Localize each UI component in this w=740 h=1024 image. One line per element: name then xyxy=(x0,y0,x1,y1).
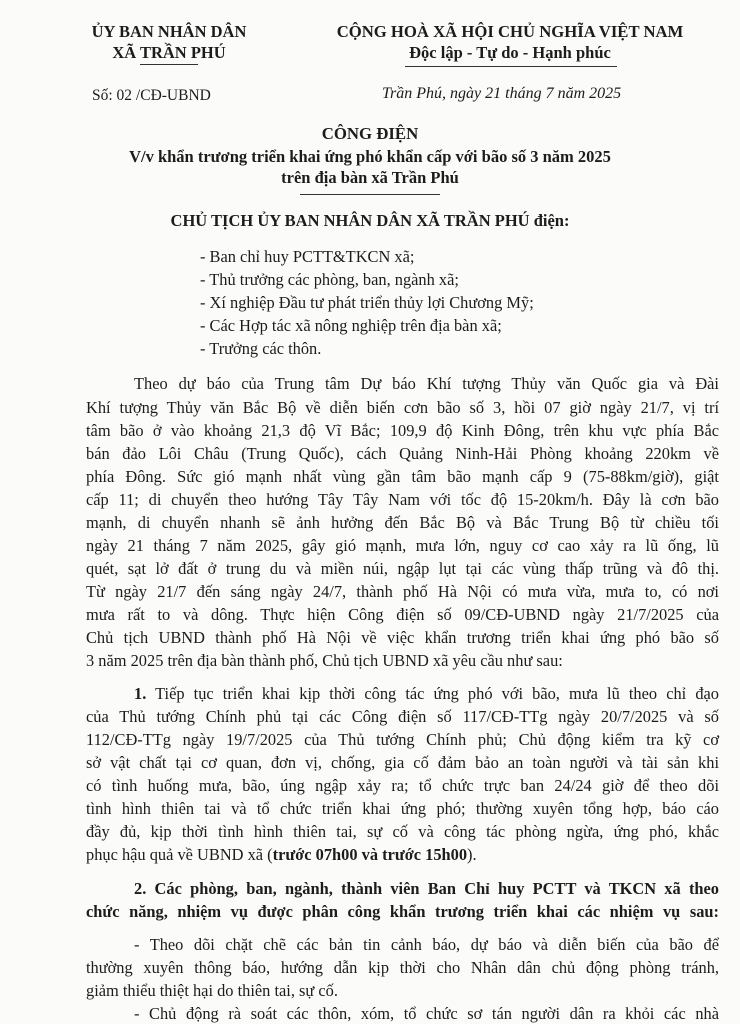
org-name-line2: XÃ TRẦN PHÚ xyxy=(112,43,226,62)
intro-line: tâm bão ở vào khoảng 21,3 độ Vĩ Bắc; 109,9 độ Kinh Đông, trên khu vực phía Bắc xyxy=(86,421,719,440)
item1-line: tình hình thiên tai và tổ chức triển khai ứng phó; thường xuyên tổng hợp, báo cáo xyxy=(86,799,719,818)
intro-line: bán đảo Lôi Châu (Trung Quốc), cách Quảng Ninh-Hải Phòng khoảng 220km về xyxy=(86,444,719,463)
item2-bullet2-line: - Chủ động rà soát các thôn, xóm, tổ chức sơ tán người dân ra khỏi các nhà xyxy=(134,1004,719,1023)
item1-last-prefix: phục hậu quả về UBND xã ( xyxy=(86,845,273,864)
subject-line1: V/v khẩn trương triển khai ứng phó khẩn cấp với bão số 3 năm 2025 xyxy=(129,147,611,166)
document-type: CÔNG ĐIỆN xyxy=(321,124,419,143)
org-underline xyxy=(140,64,198,65)
item2-heading-line1: 2. Các phòng, ban, ngành, thành viên Ban Chỉ huy PCTT và TKCN xã theo xyxy=(134,879,719,898)
intro-line: 3 năm 2025 trên địa bàn thành phố, Chủ tịch UBND xã yêu cầu như sau: xyxy=(86,651,563,670)
document-number: Số: 02 /CĐ-UBND xyxy=(92,87,211,104)
item1-number: 1. xyxy=(134,684,147,703)
motto-underline xyxy=(405,66,617,67)
item2-heading-line2: chức năng, nhiệm vụ được phân công khẩn trương triển khai các nhiệm vụ sau: xyxy=(86,902,719,921)
item1-line: 112/CĐ-TTg ngày 19/7/2025 của Thủ tướng Chính phủ; Chủ động kiểm tra kỹ cơ xyxy=(86,730,719,749)
intro-line: quét, sạt lở đất ở trung du và miền núi, ngập lụt tại các vùng thấp trũng và đô thị. xyxy=(86,559,719,578)
sender-line: CHỦ TỊCH ỦY BAN NHÂN DÂN XÃ TRẦN PHÚ điện: xyxy=(170,211,570,230)
item2-bullet1-line: giảm thiểu thiệt hại do thiên tai, sự cố. xyxy=(86,981,338,1000)
intro-line: ngày 21 tháng 7 năm 2025, gây gió mạnh, mưa lớn, nguy cơ cao xảy ra lũ ống, lũ xyxy=(86,536,719,555)
intro-line: cấp 11; di chuyển theo hướng Tây Tây Nam với tốc độ 15-20km/h. Đây là cơn bão xyxy=(86,490,719,509)
item1-first-text: Tiếp tục triển khai kịp thời công tác ứng phó với bão, mưa lũ theo chỉ đạo xyxy=(146,684,719,703)
recipient-item: - Trưởng các thôn. xyxy=(200,339,322,358)
item2-bullet1-line: - Theo dõi chặt chẽ các bản tin cảnh báo, dự báo và diễn biến của bão để xyxy=(134,935,719,954)
place-date: Trần Phú, ngày 21 tháng 7 năm 2025 xyxy=(382,85,622,102)
item2-bullet1-line: thường xuyên thông báo, hướng dẫn kịp thời cho Nhân dân chủ động phòng tránh, xyxy=(86,958,719,977)
item1-line: đầy đủ, kịp thời tình hình thiên tai, sự cố và công tác phòng ngừa, ứng phó, khắc xyxy=(86,822,719,841)
subject-line2: trên địa bàn xã Trần Phú xyxy=(281,168,459,187)
recipient-item: - Xí nghiệp Đầu tư phát triển thủy lợi Chương Mỹ; xyxy=(200,293,534,312)
item1-last-suffix: ). xyxy=(467,845,477,864)
org-name-line1: ỦY BAN NHÂN DÂN xyxy=(91,22,247,41)
recipient-item: - Thủ trưởng các phòng, ban, ngành xã; xyxy=(200,270,459,289)
item1-last-line xyxy=(86,845,477,865)
item1-line: có tình huống mưa, bão, úng ngập xảy ra; tổ chức trực ban 24/24 giờ để theo dõi xyxy=(86,776,719,795)
intro-line: mưa rất to và dông. Thực hiện Công điện số 09/CĐ-UBND ngày 21/7/2025 của xyxy=(86,605,719,624)
intro-line: phía Đông. Sức gió mạnh nhất vùng gần tâm bão mạnh cấp 9 (75-88km/giờ), giật xyxy=(86,467,719,486)
intro-line: Khí tượng Thủy văn Bắc Bộ về diễn biến cơn bão số 3, hồi 07 giờ ngày 21/7, vị trí xyxy=(86,398,719,417)
item1-deadline: trước 07h00 và trước 15h00 xyxy=(272,845,468,864)
item1-line xyxy=(134,684,719,704)
intro-line: Theo dự báo của Trung tâm Dự báo Khí tượng Thủy văn Quốc gia và Đài xyxy=(134,374,719,393)
intro-line: Chủ tịch UBND thành phố Hà Nội về việc khẩn trương triển khai ứng phó bão số xyxy=(86,628,719,647)
intro-line: mạnh, di chuyển nhanh sẽ ảnh hưởng đến Bắc Bộ và Bắc Trung Bộ từ chiều tối xyxy=(86,513,719,532)
nation-motto: Độc lập - Tự do - Hạnh phúc xyxy=(409,43,611,62)
subject-underline xyxy=(300,194,440,195)
intro-line: Từ ngày 21/7 đến sáng ngày 24/7, thành phố Hà Nội có mưa vừa, mưa to, có nơi xyxy=(86,582,719,601)
recipient-item: - Các Hợp tác xã nông nghiệp trên địa bàn xã; xyxy=(200,316,502,335)
item1-line: của Thủ tướng Chính phủ tại các Công điện số 117/CĐ-TTg ngày 20/7/2025 và số xyxy=(86,707,719,726)
nation-title: CỘNG HOÀ XÃ HỘI CHỦ NGHĨA VIỆT NAM xyxy=(336,22,684,41)
recipient-item: - Ban chỉ huy PCTT&TKCN xã; xyxy=(200,247,415,266)
item1-line: sở vật chất tại cơ quan, đơn vị, chống, gia cố đảm bảo an toàn người và tài sản khi xyxy=(86,753,719,772)
